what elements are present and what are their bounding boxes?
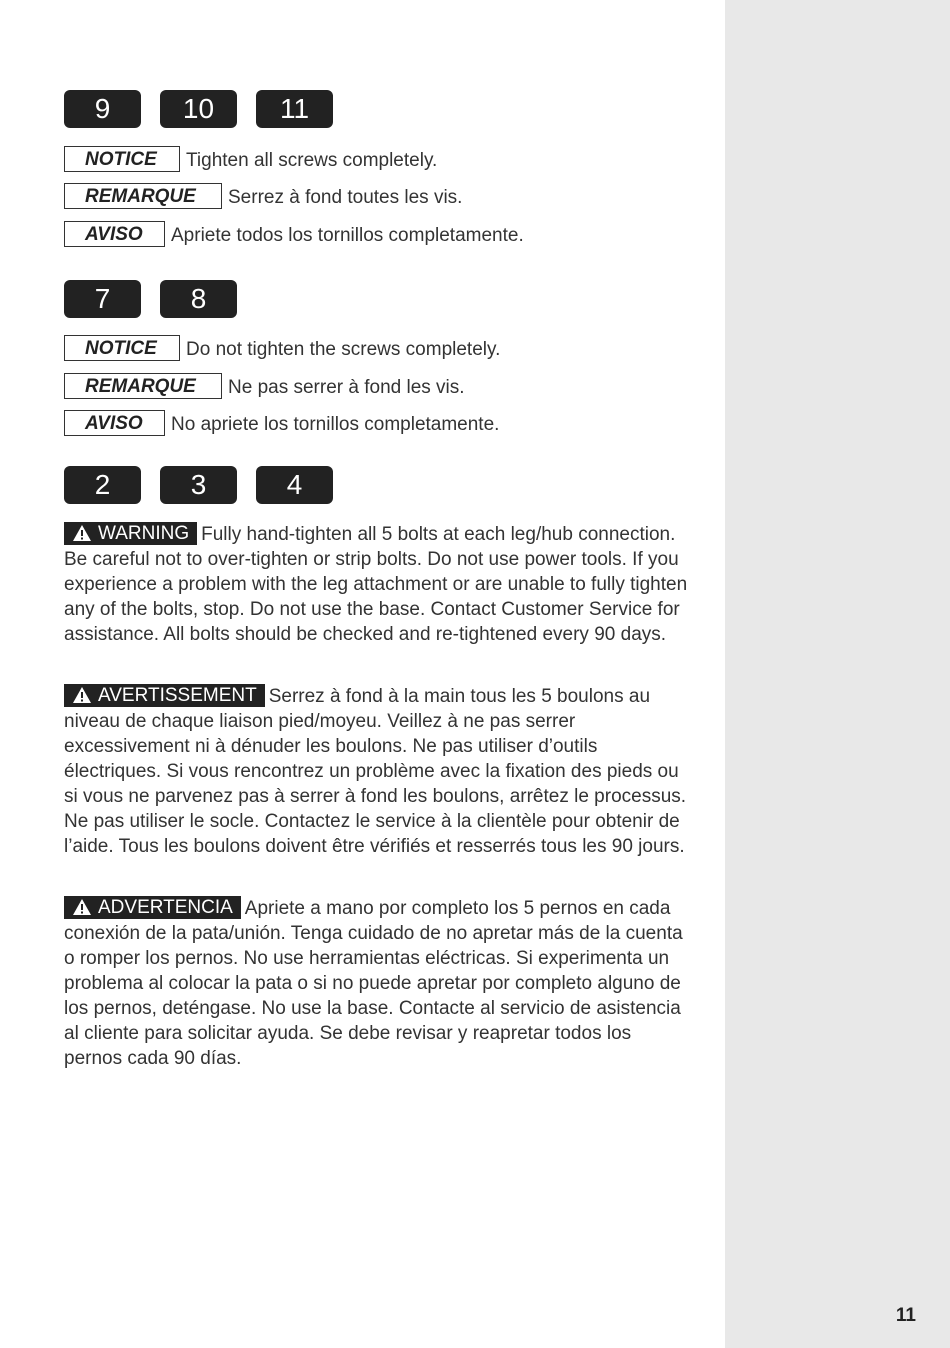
notice-line [64, 181, 462, 211]
warning-text: Apriete a mano por completo los 5 pernos en cada conexión de la pata/unión. Tenga cuidado de no apretar más de la cuenta o romper los pernos. No use herramientas eléctricas. Si experimenta un problema al colocar la pata o si no puede apretar por completo alguno de los pernos, deténgase. No use la base. Contacte al servicio de asistencia al cliente para solicitar ayuda. Se debe revisar y reapretar todos los pernos cada 90 días. [64, 898, 683, 1069]
notice-label: REMARQUE [64, 183, 222, 209]
warning-block-es [64, 896, 694, 1071]
notice-line [64, 333, 500, 363]
warning-triangle-icon [72, 686, 92, 704]
notice-label: NOTICE [64, 335, 180, 361]
warning-badge [64, 684, 265, 707]
step-row-2 [64, 280, 237, 318]
step-badge: 3 [160, 466, 237, 504]
notice-label: NOTICE [64, 146, 180, 172]
notice-line [64, 371, 465, 401]
step-badge: 8 [160, 280, 237, 318]
notice-line [64, 408, 499, 438]
step-badge: 10 [160, 90, 237, 128]
notice-text: Serrez à fond toutes les vis. [228, 187, 463, 208]
step-row-3 [64, 466, 333, 504]
warning-block-en [64, 522, 694, 647]
step-badge: 9 [64, 90, 141, 128]
step-badge: 4 [256, 466, 333, 504]
notice-line [64, 144, 437, 174]
warning-label: ADVERTENCIA [98, 897, 233, 918]
warning-triangle-icon [72, 524, 92, 542]
sidebar-panel [725, 0, 950, 1348]
warning-block-fr [64, 684, 694, 859]
step-badge: 2 [64, 466, 141, 504]
warning-label: AVERTISSEMENT [98, 685, 257, 706]
warning-badge [64, 522, 197, 545]
notice-text: Apriete todos los tornillos completamente. [171, 225, 524, 246]
warning-badge [64, 896, 241, 919]
notice-text: Tighten all screws completely. [186, 150, 438, 171]
notice-text: Do not tighten the screws completely. [186, 339, 501, 360]
notice-line [64, 219, 524, 249]
notice-label: REMARQUE [64, 373, 222, 399]
warning-text: Serrez à fond à la main tous les 5 boulons au niveau de chaque liaison pied/moyeu. Veillez à ne pas serrer excessivement ni à dénuder les boulons. Ne pas utiliser d’outils électriques. Si vous rencontrez un problème avec la fixation des pieds ou si vous ne parvenez pas à serrer à fond les boulons, arrêtez le processus. Ne pas utiliser le socle. Contactez le service à la clientèle pour obtenir de l’aide. Tous les boulons doivent être vérifiés et resserrés tous les 90 jours. [64, 686, 687, 857]
notice-text: No apriete los tornillos completamente. [171, 414, 500, 435]
notice-label: AVISO [64, 410, 165, 436]
notice-label: AVISO [64, 221, 165, 247]
warning-text: Fully hand-tighten all 5 bolts at each leg/hub connection. Be careful not to over-tighten or strip bolts. Do not use power tools. If you experience a problem with the leg attachment or are unable to fully tighten any of the bolts, stop. Do not use the base. Contact Customer Service for assistance. All bolts should be checked and re-tightened every 90 days. [64, 524, 688, 645]
step-badge: 11 [256, 90, 333, 128]
page-number: 11 [895, 1305, 916, 1326]
warning-triangle-icon [72, 898, 92, 916]
step-badge: 7 [64, 280, 141, 318]
warning-label: WARNING [98, 523, 190, 544]
notice-text: Ne pas serrer à fond les vis. [228, 377, 465, 398]
step-row-1 [64, 90, 333, 128]
